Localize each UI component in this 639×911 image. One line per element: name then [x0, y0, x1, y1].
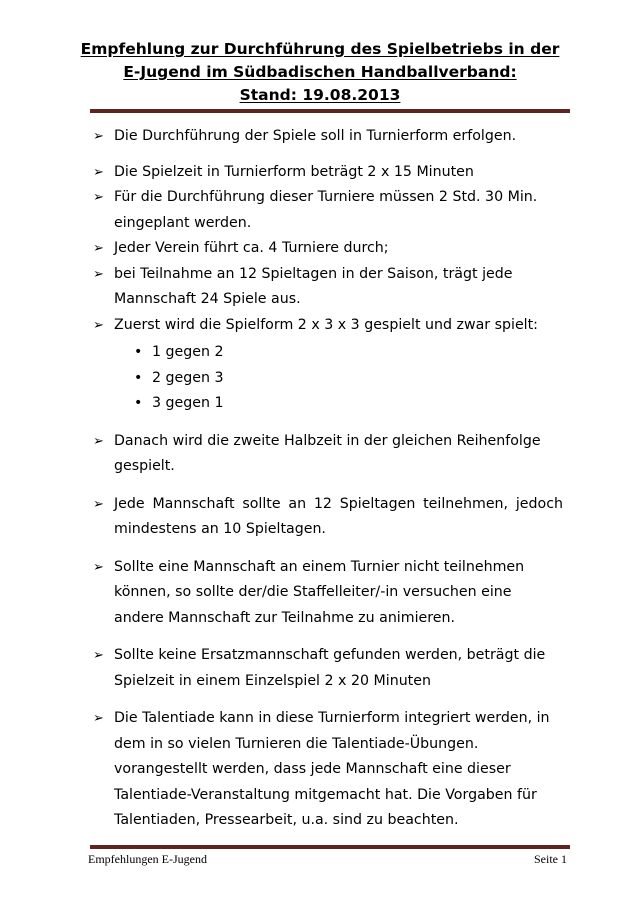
- arrow-bullet-icon: ➢: [93, 241, 104, 256]
- list-item: [93, 262, 563, 313]
- list-item-text: bei Teilnahme an 12 Spieltagen in der Saison, trägt jede Mannschaft 24 Spiele aus.: [114, 265, 513, 307]
- sub-list-item: [114, 391, 563, 417]
- title-line: Empfehlung zur Durchführung des Spielbetriebs in der: [80, 40, 560, 58]
- list-item-text: Sollte keine Ersatzmannschaft gefunden werden, beträgt die Spielzeit in einem Einzelspiel 2 x 20 Minuten: [114, 647, 546, 689]
- list-item-text: Die Talentiade kann in diese Turnierform integriert werden, in dem in so vielen Turnieren die Talentiade-Übungen. vorangestellt werden, dass jede Mannschaft eine dieser Talentiade-Veranstaltung mitgemacht hat. Die Vorgaben für Talentiaden, Pressearbeit, u.a. sind zu beachten.: [114, 710, 550, 828]
- list-item: [93, 124, 563, 150]
- list-item: [93, 185, 563, 236]
- list-item: [93, 313, 563, 339]
- document-title: [60, 38, 580, 107]
- recommendation-list: [93, 124, 563, 834]
- list-item-text: Sollte eine Mannschaft an einem Turnier nicht teilnehmen können, so sollte der/die Staffelleiter/-in versuchen eine andere Mannschaft zur Teilnahme zu animieren.: [114, 558, 525, 626]
- arrow-bullet-icon: ➢: [93, 190, 104, 205]
- list-item: [93, 555, 563, 632]
- list-item-text: Die Durchführung der Spiele soll in Turnierform erfolgen.: [114, 128, 517, 144]
- footer-page-number: Seite 1: [534, 852, 567, 866]
- arrow-bullet-icon: ➢: [93, 164, 104, 180]
- list-item-text: Die Spielzeit in Turnierform beträgt 2 x 15 Minuten: [114, 163, 474, 180]
- footer-document-name: Empfehlungen E-Jugend: [88, 852, 207, 866]
- match-order-sublist: [93, 340, 563, 417]
- footer-divider: [90, 845, 570, 849]
- sub-list-item-text: 3 gegen 1: [152, 395, 224, 411]
- arrow-bullet-icon: ➢: [93, 433, 104, 449]
- list-item: [93, 236, 563, 262]
- arrow-bullet-icon: ➢: [93, 317, 104, 333]
- dot-bullet-icon: •: [134, 395, 143, 411]
- arrow-bullet-icon: ➢: [93, 496, 104, 512]
- title-line-date: Stand: 19.08.2013: [239, 86, 401, 104]
- arrow-bullet-icon: ➢: [93, 266, 104, 282]
- list-item: [93, 706, 563, 834]
- sub-list-item: [114, 340, 563, 366]
- dot-bullet-icon: •: [134, 369, 143, 386]
- list-item-text: Jede Mannschaft sollte an 12 Spieltagen teilnehmen, jedoch mindestens an 10 Spieltagen.: [114, 495, 563, 537]
- arrow-bullet-icon: ➢: [93, 711, 104, 726]
- dot-bullet-icon: •: [134, 344, 143, 360]
- title-line: E-Jugend im Südbadischen Handballverband:: [123, 63, 517, 81]
- header-divider: [90, 109, 570, 113]
- sub-list-item-text: 1 gegen 2: [152, 344, 224, 360]
- arrow-bullet-icon: ➢: [93, 648, 104, 663]
- list-item: [93, 160, 563, 186]
- list-item-text: Jeder Verein führt ca. 4 Turniere durch;: [114, 240, 389, 256]
- sub-list-item-text: 2 gegen 3: [152, 369, 224, 386]
- list-item: [93, 643, 563, 694]
- list-item-text: Zuerst wird die Spielform 2 x 3 x 3 gespielt und zwar spielt:: [114, 316, 538, 333]
- list-item-text: Für die Durchführung dieser Turniere müssen 2 Std. 30 Min. eingeplant werden.: [114, 189, 538, 231]
- arrow-bullet-icon: ➢: [93, 129, 104, 144]
- list-item-text: Danach wird die zweite Halbzeit in der gleichen Reihenfolge gespielt.: [114, 432, 541, 474]
- sub-list-item: [114, 366, 563, 392]
- arrow-bullet-icon: ➢: [93, 559, 104, 575]
- list-item: [93, 429, 563, 480]
- list-item: [93, 492, 563, 543]
